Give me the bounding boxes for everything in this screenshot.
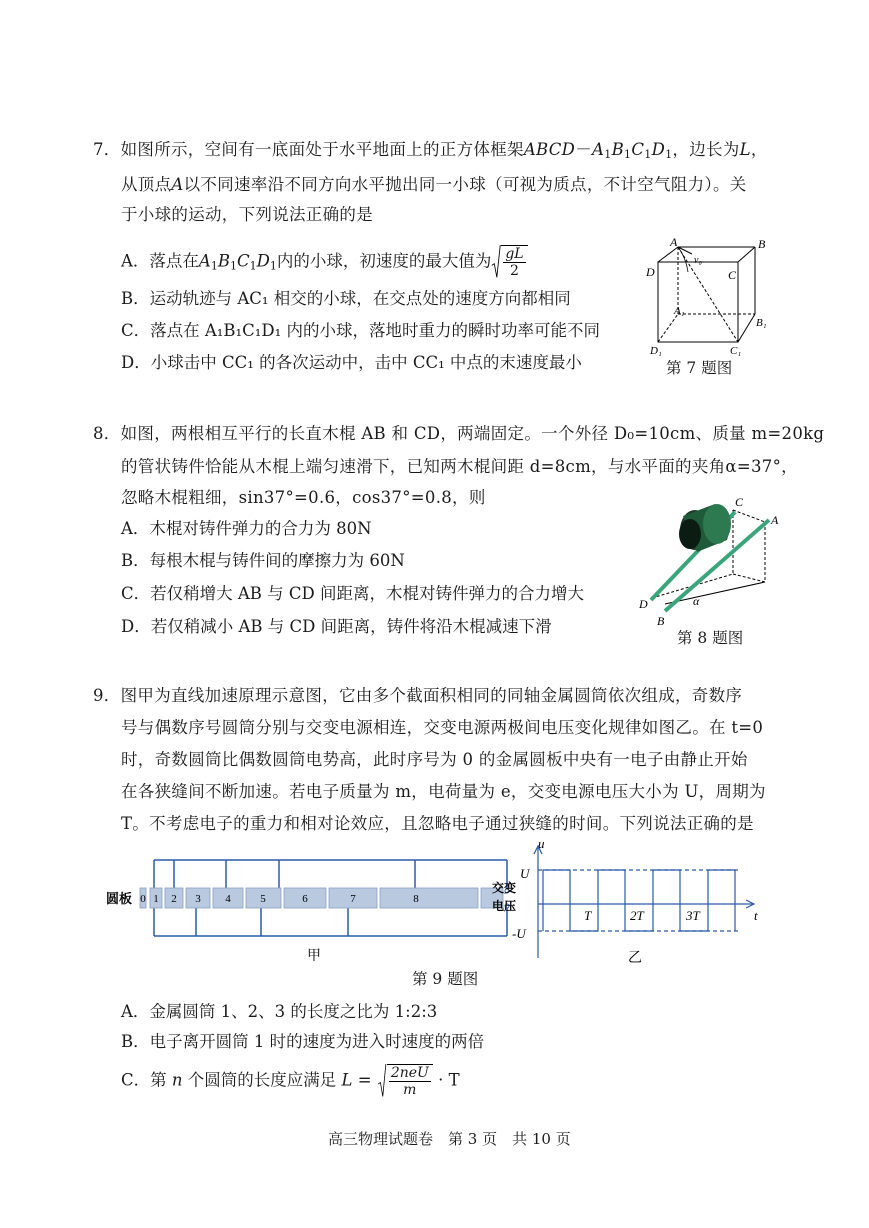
figure-8-caption: 第 8 题图 xyxy=(677,629,744,647)
q8-line-1: 8．如图，两根相互平行的长直木棍 AB 和 CD，两端固定。一个外径 D₀=10cm、质量 m=20kg xyxy=(93,424,825,443)
tick-3t: 3T xyxy=(686,908,700,923)
q8-option-d: D．若仅稍减小 AB 与 CD 间距离，铸件将沿木棍减速下滑 xyxy=(121,617,552,636)
q9-option-b: B．电子离开圆筒 1 时的速度为进入时速度的两倍 xyxy=(121,1032,485,1051)
tube-2-number: 2 xyxy=(171,893,177,905)
q7-option-a: A．落点在$A_1B_1C_1D_1$内的小球，初速度的最大值为 $\frac{gL}{2}$ xyxy=(121,245,528,279)
tube-8-number: 8 xyxy=(413,893,419,905)
label-c: C xyxy=(728,268,737,282)
tick-2t: 2T xyxy=(630,908,644,923)
figure-9-accelerator xyxy=(104,848,524,963)
label-alpha: α xyxy=(693,594,700,608)
q9-line-5: T。不考虑电子的重力和相对论效应，且忽略电子通过狭缝的时间。下列说法正确的是 xyxy=(121,814,754,833)
q9-option-c: C．第 n 个圆筒的长度应满足 L = $\frac{\text{2neU}}{m}$ · T xyxy=(121,1065,460,1098)
tube-6-number: 6 xyxy=(302,893,308,905)
q9-option-a: A．金属圆筒 1、2、3 的长度之比为 1:2:3 xyxy=(121,1002,438,1021)
q9-line-4: 在各狭缝间不断加速。若电子质量为 m，电荷量为 e，交变电源电压大小为 U，周期为 xyxy=(121,782,766,801)
sub-label-a: 甲 xyxy=(307,949,321,963)
tube-7-number: 7 xyxy=(350,893,356,905)
label-d: D xyxy=(639,597,648,611)
q9-line-1: 9．图甲为直线加速原理示意图，它由多个截面积相同的同轴金属圆筒依次组成，奇数序 xyxy=(93,686,743,705)
source-label-2: 电压 xyxy=(492,899,517,913)
label-c1: C₁ xyxy=(730,345,742,357)
q8-option-c: C．若仅稍增大 AB 与 CD 间距离，木棍对铸件弹力的合力增大 xyxy=(121,584,584,603)
label-a: A xyxy=(771,513,779,527)
tube-0-number: 0 xyxy=(140,893,146,905)
q7-line-3: 于小球的运动，下列说法正确的是 xyxy=(121,205,373,224)
sub-label-b: 乙 xyxy=(628,951,642,965)
tube-4-number: 4 xyxy=(225,893,231,905)
q7-option-b: B．运动轨迹与 AC₁ 相交的小球，在交点处的速度方向都相同 xyxy=(121,289,571,308)
level-pos-label: U xyxy=(520,866,530,881)
sqrt-expression: $\frac{\text{2neU}}{m}$ xyxy=(377,1064,433,1098)
label-d: D xyxy=(646,265,655,279)
sqrt-expression: $\frac{gL}{2}$ xyxy=(491,245,527,279)
tube-3-number: 3 xyxy=(195,893,201,905)
label-v0: v₀ xyxy=(694,255,702,266)
q8-option-b: B．每根木棍与铸件间的摩擦力为 60N xyxy=(121,551,405,570)
axis-t-label: t xyxy=(754,908,758,923)
axis-u-label: u xyxy=(538,840,545,851)
q9-line-3: 时，奇数圆筒比偶数圆筒电势高，此时序号为 0 的金属圆板中央有一电子由静止开始 xyxy=(121,750,748,769)
label-d1: D₁ xyxy=(650,345,662,357)
figure-7-caption: 第 7 题图 xyxy=(666,359,733,377)
label-a: A xyxy=(670,235,678,249)
q7-option-d: D．小球击中 CC₁ 的各次运动中，击中 CC₁ 中点的末速度最小 xyxy=(121,353,582,372)
level-neg-label: -U xyxy=(512,926,526,941)
label-a1: A₁ xyxy=(674,305,685,317)
q8-option-a: A．木棍对铸件弹力的合力为 80N xyxy=(121,519,372,538)
figure-8-tube xyxy=(635,494,785,629)
q7-option-c: C．落点在 A₁B₁C₁D₁ 内的小球，落地时重力的瞬时功率可能不同 xyxy=(121,321,600,340)
label-b: B xyxy=(758,237,766,251)
figure-9-voltage-graph xyxy=(508,840,770,965)
q7-line-2: 从顶点A以不同速率沿不同方向水平抛出同一小球（可视为质点，不计空气阻力）。关 xyxy=(121,175,747,194)
figure-7-cube xyxy=(640,232,780,362)
plate-label: 圆板 xyxy=(106,891,133,906)
q9-line-2: 号与偶数序号圆筒分别与交变电源相连，交变电源两极间电压变化规律如图乙。在 t=0 xyxy=(121,718,764,737)
tube-1-number: 1 xyxy=(153,893,159,905)
q7-line-1: 7．如图所示，空间有一底面处于水平地面上的正方体框架$ABCD-A_1B_1C_1D_1$，边长为L， xyxy=(93,140,768,161)
label-b: B xyxy=(657,614,665,628)
q8-line-2: 的管状铸件恰能从木棍上端匀速滑下，已知两木棍间距 d=8cm，与水平面的夹角α=37°， xyxy=(121,457,798,476)
label-c: C xyxy=(735,495,744,509)
page-footer: 高三物理试题卷 第 3 页 共 10 页 xyxy=(328,1130,571,1148)
figure-9-caption: 第 9 题图 xyxy=(412,970,479,988)
q8-line-3: 忽略木棍粗细，sin37°=0.6，cos37°=0.8，则 xyxy=(121,488,486,507)
source-label-1: 交变 xyxy=(492,881,517,895)
tube-5-number: 5 xyxy=(260,893,266,905)
tick-t: T xyxy=(584,908,592,923)
label-b1: B₁ xyxy=(756,317,767,329)
